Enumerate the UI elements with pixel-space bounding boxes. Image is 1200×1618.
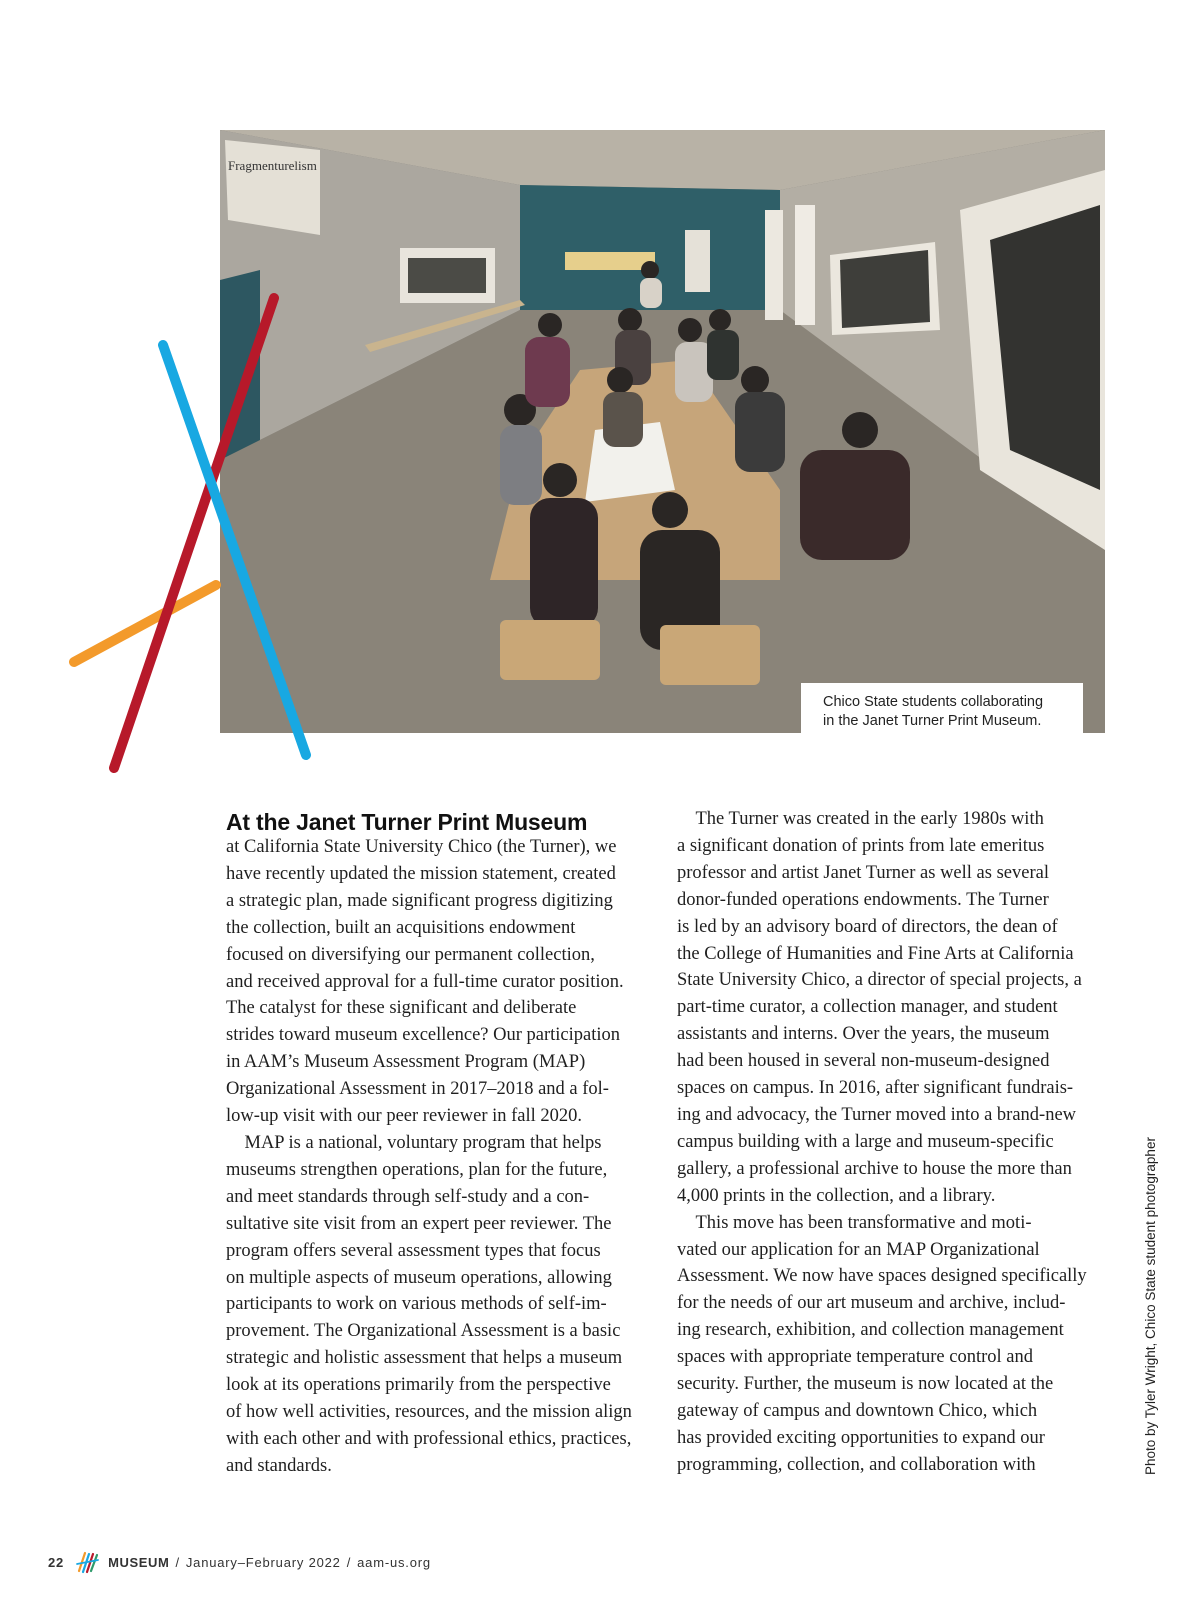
right-column-line: gateway of campus and downtown Chico, which bbox=[677, 1400, 1038, 1421]
caption-line-2: in the Janet Turner Print Museum. bbox=[823, 713, 1042, 729]
right-column-line: for the needs of our art museum and archive, includ- bbox=[677, 1293, 1066, 1314]
right-column-line: assistants and interns. Over the years, the museum bbox=[677, 1024, 1050, 1045]
right-column-line: has provided exciting opportunities to expand our bbox=[677, 1427, 1045, 1448]
right-column-line: programming, collection, and collaboration with bbox=[677, 1454, 1036, 1475]
right-column-line: ing research, exhibition, and collection management bbox=[677, 1320, 1064, 1341]
right-column-line: ing and advocacy, the Turner moved into a brand-new bbox=[677, 1104, 1077, 1125]
page-number: 22 bbox=[48, 1554, 65, 1570]
article-column-left bbox=[226, 806, 662, 1480]
photo-credit: Photo by Tyler Wright, Chico State student photographer bbox=[1143, 1137, 1158, 1475]
left-column-line: and standards. bbox=[226, 1455, 332, 1476]
site-link[interactable]: aam-us.org bbox=[357, 1554, 431, 1570]
right-column-line: The Turner was created in the early 1980s with bbox=[677, 809, 1044, 829]
right-column-line: gallery, a professional archive to house the more than bbox=[677, 1158, 1072, 1179]
left-column-line: sultative site visit from an expert peer reviewer. The bbox=[226, 1213, 612, 1234]
right-column-line: part-time curator, a collection manager, and student bbox=[677, 997, 1058, 1018]
right-column-line: spaces with appropriate temperature control and bbox=[677, 1347, 1033, 1368]
aam-logo-icon bbox=[74, 1549, 100, 1575]
right-column-line: professor and artist Janet Turner as well as several bbox=[677, 862, 1049, 883]
left-column-line: MAP is a national, voluntary program that helps bbox=[226, 1132, 602, 1153]
right-column-line: security. Further, the museum is now located at the bbox=[677, 1374, 1054, 1395]
left-column-line: provement. The Organizational Assessment is a basic bbox=[226, 1321, 621, 1342]
caption-line-1: Chico State students collaborating bbox=[823, 694, 1044, 710]
right-column-line: a significant donation of prints from late emeritus bbox=[677, 835, 1045, 856]
right-column-line: vated our application for an MAP Organizational bbox=[677, 1239, 1040, 1260]
left-column-line: Organizational Assessment in 2017–2018 and a fol- bbox=[226, 1079, 609, 1100]
orange-line bbox=[74, 585, 216, 662]
right-column-line: had been housed in several non-museum-designed bbox=[677, 1051, 1050, 1072]
left-column-line: participants to work on various methods of self-im- bbox=[226, 1294, 607, 1315]
left-column-line: program offers several assessment types that focus bbox=[226, 1240, 601, 1261]
left-column-line: in AAM’s Museum Assessment Program (MAP) bbox=[226, 1052, 586, 1073]
article-heading: At the Janet Turner Print Museum bbox=[226, 809, 588, 835]
left-column-line: focused on diversifying our permanent collection, bbox=[226, 944, 595, 965]
gallery-photo bbox=[220, 130, 1105, 733]
footer-separator-1: / bbox=[175, 1554, 180, 1570]
right-column-line: the College of Humanities and Fine Arts at California bbox=[677, 943, 1074, 964]
article-column-right bbox=[677, 806, 1113, 1479]
page-footer bbox=[48, 1550, 431, 1574]
issue-date: January–February 2022 bbox=[185, 1554, 341, 1570]
right-column-line: Assessment. We now have spaces designed specifically bbox=[677, 1266, 1087, 1287]
left-column-line: low-up visit with our peer reviewer in fall 2020. bbox=[226, 1106, 583, 1127]
left-column-line: museums strengthen operations, plan for the future, bbox=[226, 1159, 608, 1180]
magazine-name: MUSEUM bbox=[108, 1554, 170, 1570]
right-column-line: State University Chico, a director of special projects, a bbox=[677, 970, 1082, 991]
left-column-line: and received approval for a full-time curator position. bbox=[226, 971, 624, 992]
right-column-line: This move has been transformative and moti- bbox=[677, 1212, 1032, 1233]
left-column-line: have recently updated the mission statement, created bbox=[226, 863, 616, 884]
left-column-text bbox=[226, 834, 662, 1480]
left-column-line: of how well activities, resources, and the mission align bbox=[226, 1402, 632, 1423]
left-column-line: The catalyst for these significant and deliberate bbox=[226, 998, 577, 1019]
right-column-line: campus building with a large and museum-specific bbox=[677, 1131, 1054, 1152]
right-column-text bbox=[677, 806, 1113, 1479]
footer-separator-2: / bbox=[346, 1554, 352, 1570]
left-column-line: with each other and with professional ethics, practices, bbox=[226, 1428, 632, 1449]
left-column-line: strides toward museum excellence? Our participation bbox=[226, 1025, 621, 1046]
left-column-line: strategic and holistic assessment that helps a museum bbox=[226, 1348, 623, 1369]
left-column-line: at California State University Chico (the Turner), we bbox=[226, 837, 617, 857]
left-column-line: the collection, built an acquisitions endowment bbox=[226, 917, 576, 938]
left-column-line: a strategic plan, made significant progress digitizing bbox=[226, 890, 613, 911]
sign-text: Fragmenturelism bbox=[228, 158, 317, 173]
gallery-scene bbox=[220, 130, 1105, 733]
left-column-line: look at its operations primarily from the perspective bbox=[226, 1375, 611, 1396]
right-column-line: spaces on campus. In 2016, after significant fundrais- bbox=[677, 1078, 1074, 1099]
left-column-line: and meet standards through self-study and a con- bbox=[226, 1186, 590, 1207]
photo-caption bbox=[801, 683, 1083, 733]
right-column-line: is led by an advisory board of directors, the dean of bbox=[677, 916, 1058, 937]
left-column-line: on multiple aspects of museum operations, allowing bbox=[226, 1267, 612, 1288]
right-column-line: 4,000 prints in the collection, and a library. bbox=[677, 1185, 996, 1206]
right-column-line: donor-funded operations endowments. The Turner bbox=[677, 889, 1049, 910]
